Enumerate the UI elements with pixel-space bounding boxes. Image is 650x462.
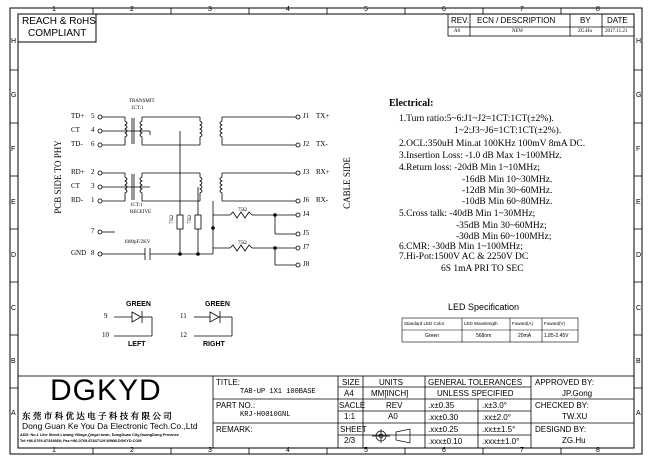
remark-label: REMARK: [216, 425, 253, 434]
pin-name-rd-minus: RD- [71, 196, 84, 204]
led-spec-value-voltage: 1.85-2.45V [544, 333, 569, 339]
pin-num-1: 1 [91, 196, 95, 204]
part-value: KRJ-H0010GNL [240, 411, 291, 419]
pin-num-4: 4 [91, 126, 95, 134]
title-label: TITLE: [216, 378, 241, 387]
transmit-ratio: 1CT:1 [131, 106, 144, 111]
row-label-d-right: D [636, 252, 642, 259]
rev-header-rev: REV. [451, 16, 469, 25]
pin-num-3: 3 [91, 182, 95, 190]
pin-name-ct-tx: CT [71, 126, 80, 134]
company-name-cn: 东 莞 市 科 优 达 电 子 科 技 有 限 公 司 [22, 411, 172, 421]
tolerance-title-1: GENERAL TOLERANCES [428, 378, 523, 387]
pin-j6: J6 [303, 196, 310, 204]
tolerance-linear-1: .x±0.35 [428, 401, 455, 410]
led-spec-header-color: Standard LED Color [404, 321, 445, 326]
tolerance-angle-1: .x±3.0° [482, 401, 507, 410]
pin-num-5: 5 [91, 112, 95, 120]
scale-label: SACLE [339, 401, 366, 410]
checked-value: TW.XU [562, 412, 588, 421]
led-right [194, 311, 232, 336]
row-label-f: F [11, 146, 16, 153]
rev-label: REV [386, 401, 403, 410]
pin-name-td-minus: TD- [71, 140, 83, 148]
led-right-pin-b: 12 [180, 331, 187, 339]
col-label-6: 6 [442, 6, 446, 13]
pin-j2-signal: TX- [316, 140, 328, 148]
resistor-label-ct-rx: 75Ω [187, 215, 193, 224]
col-label-1-bottom: 1 [52, 447, 56, 454]
pin-j3-signal: RX+ [316, 168, 330, 176]
pin-j8: J8 [303, 260, 310, 268]
company-logo: DGKYD [50, 374, 162, 407]
rev-value-rev: A0 [454, 29, 461, 34]
company-address: ADD: No.1 Lihe Street,Liwang Village,Qingxi town, DongGuan City,GuangDong Province [20, 433, 179, 437]
col-label-3: 3 [208, 6, 212, 13]
col-label-7-bottom: 7 [520, 447, 524, 454]
col-label-4: 4 [286, 6, 290, 13]
pin-j7: J7 [303, 243, 310, 251]
resistor-label-j4: 75Ω [238, 208, 247, 213]
rev-header-date: DATE [607, 16, 628, 25]
pin-j1-signal: TX+ [316, 112, 330, 120]
rev-value-desc: NEW [512, 29, 524, 34]
resistor-label-ct-tx: 75Ω [169, 215, 175, 224]
rev-value-date: 2017.11.21 [605, 29, 628, 34]
electrical-title: Electrical: [389, 98, 434, 109]
tolerance-linear-3: .xx±0.25 [428, 425, 459, 434]
pin-j5: J5 [303, 229, 310, 237]
col-label-8-bottom: 8 [596, 447, 600, 454]
scale-value: 1:1 [344, 412, 356, 421]
pin-j2: J2 [303, 140, 310, 148]
electrical-line-6: -16dB Min 10~30MHz. [462, 175, 553, 185]
approved-value: JP.Gong [562, 389, 593, 398]
compliance-line-2: COMPLIANT [28, 28, 87, 39]
title-value: TAB-UP 1X1 100BASE [240, 388, 316, 396]
led-spec-value-color: Green [425, 333, 439, 339]
col-label-3-bottom: 3 [208, 447, 212, 454]
electrical-line-12: 6.CMR: -30dB Min 1~100MHz; [399, 242, 523, 252]
cable-side-label: CABLE SIDE [342, 157, 352, 209]
resistor-label-j7: 75Ω [238, 241, 247, 246]
row-label-b: B [11, 358, 16, 365]
projection-symbol [372, 429, 410, 443]
row-label-c-right: C [636, 305, 642, 312]
led-left-label: LEFT [128, 341, 146, 348]
size-label: SIZE [342, 378, 360, 387]
row-label-a-right: A [636, 410, 641, 417]
units-label: UNITS [379, 378, 403, 387]
pin-name-gnd: GND [71, 249, 87, 257]
designed-value: ZG.Hu [562, 436, 586, 445]
col-label-7: 7 [520, 6, 524, 13]
pin-j4: J4 [303, 210, 310, 218]
tolerance-linear-2: .xx±0.30 [428, 413, 459, 422]
row-label-e-right: E [636, 199, 641, 206]
capacitor-label: 1000pF/2KV [124, 240, 151, 245]
pin-j3: J3 [303, 168, 310, 176]
electrical-line-2: 1~2:J3~J6=1CT:1CT(±2%). [454, 126, 562, 136]
row-label-d: D [11, 252, 17, 259]
rev-header-desc: ECN / DESCRIPTION [477, 16, 556, 25]
electrical-line-3: 2.OCL:350uH Min.at 100KHz 100mV 8mA DC. [399, 139, 586, 149]
row-label-f-right: F [636, 146, 641, 153]
row-label-b-right: B [636, 358, 641, 365]
pcb-side-label: PCB SIDE TO PHY [53, 140, 63, 214]
led-right-color: GREEN [205, 301, 230, 308]
led-spec-value-current: 20mA [518, 333, 532, 339]
row-label-g-right: G [636, 92, 642, 99]
row-label-a: A [11, 410, 16, 417]
pin-num-7: 7 [91, 227, 95, 235]
col-label-2: 2 [130, 6, 134, 13]
electrical-line-13: 7.Hi-Pot:1500V AC & 2250V DC [399, 252, 529, 262]
pin-j6-signal: RX- [316, 196, 329, 204]
sheet-value: 2/3 [344, 436, 356, 445]
tolerance-angle-2: .xx±2.0° [482, 413, 511, 422]
pin-num-8: 8 [91, 249, 95, 257]
col-label-2-bottom: 2 [130, 447, 134, 454]
rev-header-by: BY [580, 16, 591, 25]
rev-value: A0 [388, 412, 398, 421]
led-left-pin-b: 10 [102, 331, 109, 339]
led-right-label: RIGHT [203, 341, 225, 348]
tolerance-angle-3: .xx±±1.5° [482, 425, 516, 434]
pin-name-ct-rx: CT [71, 182, 80, 190]
row-label-c: C [11, 305, 17, 312]
row-label-h: H [11, 38, 17, 45]
receive-ratio: 1CT:1 [130, 203, 143, 208]
checked-label: CHECKED BY: [535, 401, 589, 410]
pin-name-td-plus: TD+ [71, 112, 85, 120]
pin-name-rd-plus: RD+ [71, 168, 85, 176]
electrical-line-8: -10dB Min 60~80MHz. [462, 197, 553, 207]
size-value: A4 [344, 389, 354, 398]
approved-label: APPROVED BY: [535, 378, 595, 387]
sheet-label: SHEET [340, 425, 367, 434]
receive-label: RECEIVE [130, 210, 152, 215]
designed-label: DESIGND BY: [535, 425, 587, 434]
led-spec-header-voltage: Foward(V) [544, 321, 566, 326]
electrical-line-11: -30dB Min 60~100MHz; [456, 232, 552, 242]
led-left-color: GREEN [126, 301, 151, 308]
led-spec-header-current: Foward(A) [512, 321, 534, 326]
led-left [114, 311, 152, 336]
electrical-line-7: -12dB Min 30~60MHz. [462, 186, 553, 196]
compliance-line-1: REACH & RoHS [22, 16, 96, 27]
col-label-8: 8 [596, 6, 600, 13]
electrical-line-4: 3.Insertion Loss: -1.0 dB Max 1~100MHz. [399, 151, 562, 161]
col-label-1: 1 [52, 6, 56, 13]
rev-value-by: ZG.Hu [578, 29, 593, 34]
col-label-6-bottom: 6 [442, 447, 446, 454]
led-spec-title: LED Specification [448, 302, 520, 312]
units-value: MM[INCH] [371, 389, 409, 398]
transmit-label: TRANSMIT [129, 99, 155, 104]
company-contact: Tel:+86-0769-87334668; Fax:+86-0769-87847129 WWW.DGKYD.COM [20, 439, 142, 443]
junction-dots [178, 213, 277, 256]
company-name-en: Dong Guan Ke You Da Electronic Tech.Co.,Ltd [22, 421, 198, 431]
electrical-line-14: 6S 1mA PRI TO SEC [441, 264, 524, 274]
col-label-5-bottom: 5 [364, 447, 368, 454]
col-label-4-bottom: 4 [286, 447, 290, 454]
led-spec-header-wavelength: LED Wavelength [464, 321, 498, 326]
tolerance-angle-4: .xxx±±1.0° [482, 437, 520, 446]
led-left-pin-a: 9 [104, 312, 108, 320]
electrical-line-5: 4.Return loss: -20dB Min 1~10MHz; [399, 163, 541, 173]
row-label-e: E [11, 199, 16, 206]
led-right-pin-a: 11 [180, 312, 187, 320]
col-label-5: 5 [364, 6, 368, 13]
electrical-line-9: 5.Cross talk: -40dB Min 1~30MHz; [399, 209, 536, 219]
tolerance-title-2: UNLESS SPECIFIED [437, 389, 514, 398]
tolerance-linear-4: .xxx±0.10 [428, 437, 463, 446]
pin-num-2: 2 [91, 168, 95, 176]
pin-j1: J1 [303, 112, 310, 120]
electrical-line-1: 1.Turn ratio:5~6:J1~J2=1CT:1CT(±2%). [399, 114, 554, 124]
row-label-h-right: H [636, 38, 642, 45]
row-label-g: G [11, 92, 17, 99]
part-label: PART NO.: [216, 401, 256, 410]
electrical-line-10: -35dB Min 30~60MHz; [456, 221, 547, 231]
pin-num-6: 6 [91, 140, 95, 148]
led-spec-value-wavelength: 568nm [476, 333, 492, 339]
